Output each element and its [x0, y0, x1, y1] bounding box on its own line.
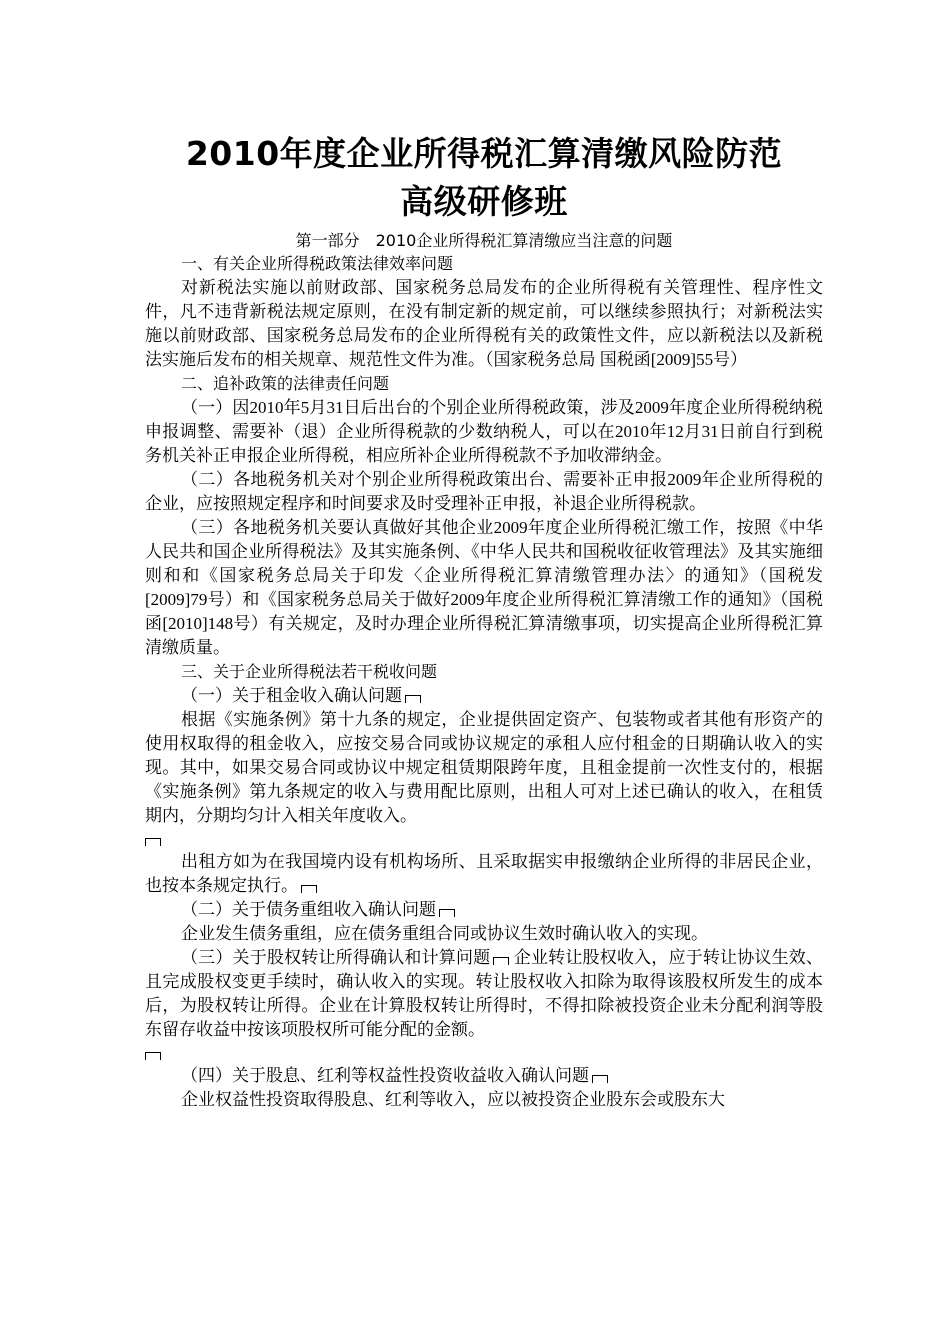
paragraph: 出租方如为在我国境内设有机构场所、且采取据实申报缴纳企业所得的非居民企业，也按本条规定执行。 [145, 852, 823, 895]
paragraph: 根据《实施条例》第十九条的规定，企业提供固定资产、包装物或者其他有形资产的使用权取得的租金收入，应按交易合同或协议规定的承租人应付租金的日期确认收入的实现。其中，如果交易合同或协议中规定租赁期限跨年度，且租金提前一次性支付的，根据《实施条例》第九条规定的收入与费用配比原则，出租人可对上述已确认的收入，在租赁期内，分期均匀计入相关年度收入。 [145, 710, 823, 825]
paragraph-mark-icon [145, 838, 161, 846]
part-heading: 第一部分 2010企业所得税汇算清缴应当注意的问题 [295, 231, 673, 250]
paragraph: （三）各地税务机关要认真做好其他企业2009年度企业所得税汇缴工作，按照《中华人民共和国企业所得税法》及其实施条例、《中华人民共和国税收征收管理法》及其实施细则和和《国家税务总局关于印发〈企业所得税汇算清缴管理办法〉的通知》（国税发[2009]79号）和《国家税务总局关于做好2009年度企业所得税汇算清缴工作的通知》（国税函[2010]148号）有关规定，及时办理企业所得税汇算清缴事项，切实提高企业所得税汇算清缴质量。 [145, 518, 823, 657]
paragraph-mark-line [145, 1042, 823, 1064]
paragraph: 对新税法实施以前财政部、国家税务总局发布的企业所得税有关管理性、程序性文件，凡不违背新税法规定原则，在没有制定新的规定前，可以继续参照执行；对新税法实施以前财政部、国家税务总局发布的企业所得税有关的政策性文件，应以新税法以及新税法实施后发布的相关规章、规范性文件为准。（国家税务总局 国税函[2009]55号） [145, 278, 823, 369]
paragraph: 企业权益性投资取得股息、红利等收入，应以被投资企业股东会或股东大 [181, 1090, 725, 1109]
document-subtitle: 高级研修班 [400, 182, 568, 221]
paragraph-mark-icon [145, 1052, 161, 1060]
paragraph-mark-icon [493, 957, 509, 965]
subsection-heading: （一）关于租金收入确认问题 [145, 684, 823, 708]
paragraph: （三）关于股权转让所得确认和计算问题 企业转让股权收入，应于转让协议生效、且完成股权变更手续时，确认收入的实现。转让股权收入扣除为取得该股权所发生的成本后，为股权转让所得。企业在计算股权转让所得时，不得扣除被投资企业未分配利润等股东留存收益中按该项股权所可能分配的金额。 [145, 948, 823, 1039]
paragraph: （一）因2010年5月31日后出台的个别企业所得税政策，涉及2009年度企业所得税纳税申报调整、需要补（退）企业所得税款的少数纳税人，可以在2010年12月31日前自行到税务机关补正申报企业所得税，相应所补企业所得税款不予加收滞纳金。 [145, 398, 823, 465]
paragraph-mark-icon [301, 885, 317, 893]
document-title: 2010年度企业所得税汇算清缴风险防范 [185, 134, 783, 173]
paragraph-mark-icon [439, 909, 455, 917]
document-page [145, 132, 823, 1112]
paragraph-mark-icon [592, 1075, 608, 1083]
section-heading: 二、追补政策的法律责任问题 [181, 374, 390, 393]
section-heading: 三、关于企业所得税法若干税收问题 [181, 662, 438, 681]
paragraph-mark-line [145, 828, 823, 850]
section-heading: 一、有关企业所得税政策法律效率问题 [181, 254, 454, 273]
subsection-heading: （二）关于债务重组收入确认问题 [145, 898, 823, 922]
subsection-heading: （四）关于股息、红利等权益性投资收益收入确认问题 [145, 1064, 823, 1088]
subsection-heading-inline: （三）关于股权转让所得确认和计算问题 [181, 948, 491, 967]
paragraph: （二）各地税务机关对个别企业所得税政策出台、需要补正申报2009年企业所得税的企业，应按照规定程序和时间要求及时受理补正申报，补退企业所得税款。 [145, 470, 823, 513]
paragraph-mark-icon [405, 695, 421, 703]
paragraph: 企业发生债务重组，应在债务重组合同或协议生效时确认收入的实现。 [181, 924, 708, 943]
